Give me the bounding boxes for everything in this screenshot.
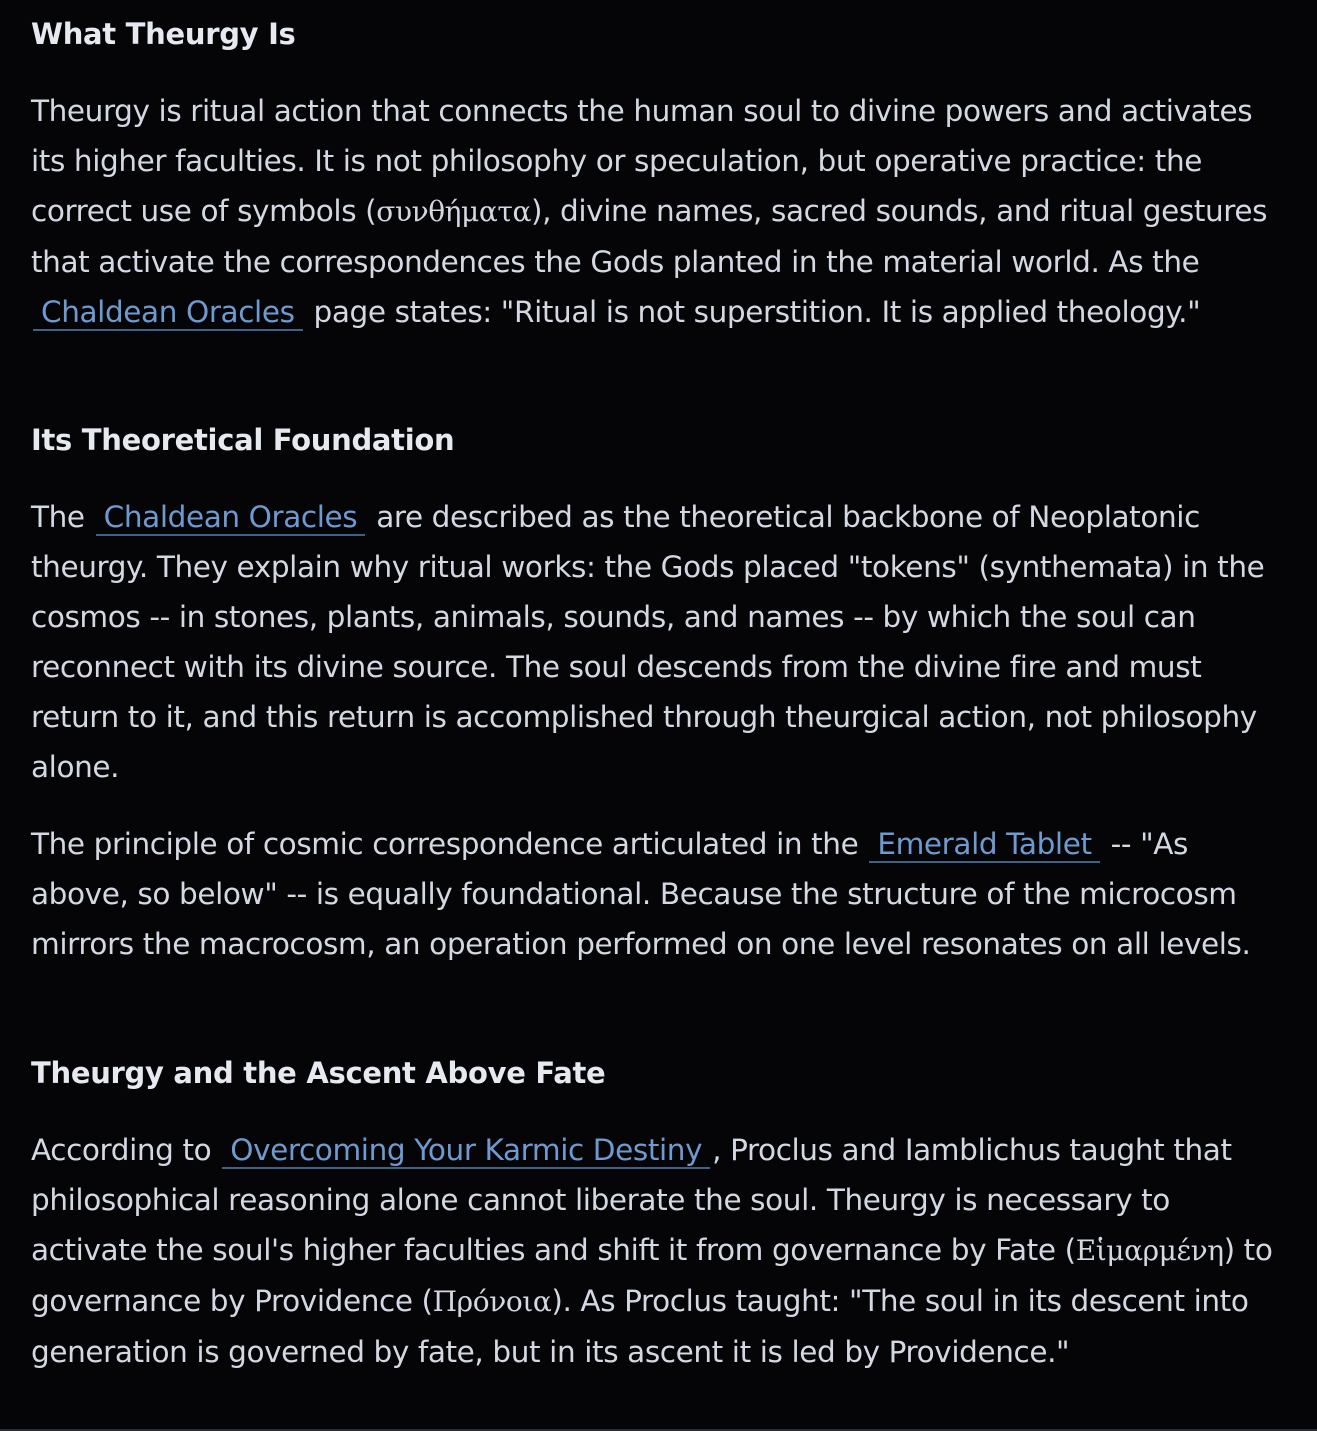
paragraph-theoretical-foundation (31, 492, 1291, 792)
paragraph-text: ) to governance by Providence ( (31, 1233, 1273, 1318)
section-heading-theoretical-foundation: Its Theoretical Foundation (31, 423, 455, 457)
link-chaldean-oracles[interactable]: Chaldean Oracles (33, 295, 303, 331)
section-heading-ascent-above-fate: Theurgy and the Ascent Above Fate (31, 1056, 606, 1090)
paragraph-text: -- "As above, so below" -- is equally foundational. Because the structure of the microcosm mirrors the macrocosm, an operation performed on one level resonates on all levels. (31, 827, 1251, 961)
paragraph-ascent-above-fate (31, 1125, 1291, 1377)
link-chaldean-oracles[interactable]: Chaldean Oracles (96, 500, 366, 536)
paragraph-text: ), divine names, sacred sounds, and ritual gestures that activate the correspondences the Gods planted in the material world. As the (31, 194, 1268, 279)
paragraph-text: ). As Proclus taught: "The soul in its descent into generation is governed by fate, but in its ascent it is led by Providence." (31, 1284, 1249, 1369)
paragraph-text: are described as the theoretical backbone of Neoplatonic theurgy. They explain why ritual works: the Gods placed "tokens" (synthemata) in the cosmos -- in stones, plants, animals, sounds, and names -- by which the soul can reconnect with its divine source. The soul descends from the divine fire and must return to it, and this return is accomplished through theurgical action, not philosophy alone. (31, 500, 1265, 784)
paragraph-text: The principle of cosmic correspondence articulated in the (31, 827, 868, 861)
paragraph-cosmic-correspondence (31, 819, 1291, 969)
greek-term-heimarmene: Εἱμαρμένη (1075, 1234, 1224, 1267)
link-overcoming-karmic-destiny[interactable]: Overcoming Your Karmic Destiny (222, 1133, 710, 1169)
paragraph-text: Theurgy is ritual action that connects the human soul to divine powers and activates its higher faculties. It is not philosophy or speculation, but operative practice: the correct use of symbols ( (31, 94, 1253, 228)
greek-term-pronoia: Πρόνοια (432, 1285, 552, 1318)
paragraph-text: The (31, 500, 94, 534)
paragraph-text: , Proclus and Iamblichus taught that philosophical reasoning alone cannot liberate the soul. Theurgy is necessary to activate the soul's higher faculties and shift it from governance by Fate ( (31, 1133, 1232, 1267)
paragraph-text: According to (31, 1133, 221, 1167)
paragraph-text: page states: "Ritual is not superstition. It is applied theology." (304, 295, 1201, 329)
paragraph-what-theurgy-is (31, 86, 1291, 337)
section-heading-what-theurgy-is: What Theurgy Is (31, 17, 296, 51)
link-emerald-tablet[interactable]: Emerald Tablet (869, 827, 1099, 863)
greek-term-synthemata: συνθήματα (376, 195, 531, 228)
